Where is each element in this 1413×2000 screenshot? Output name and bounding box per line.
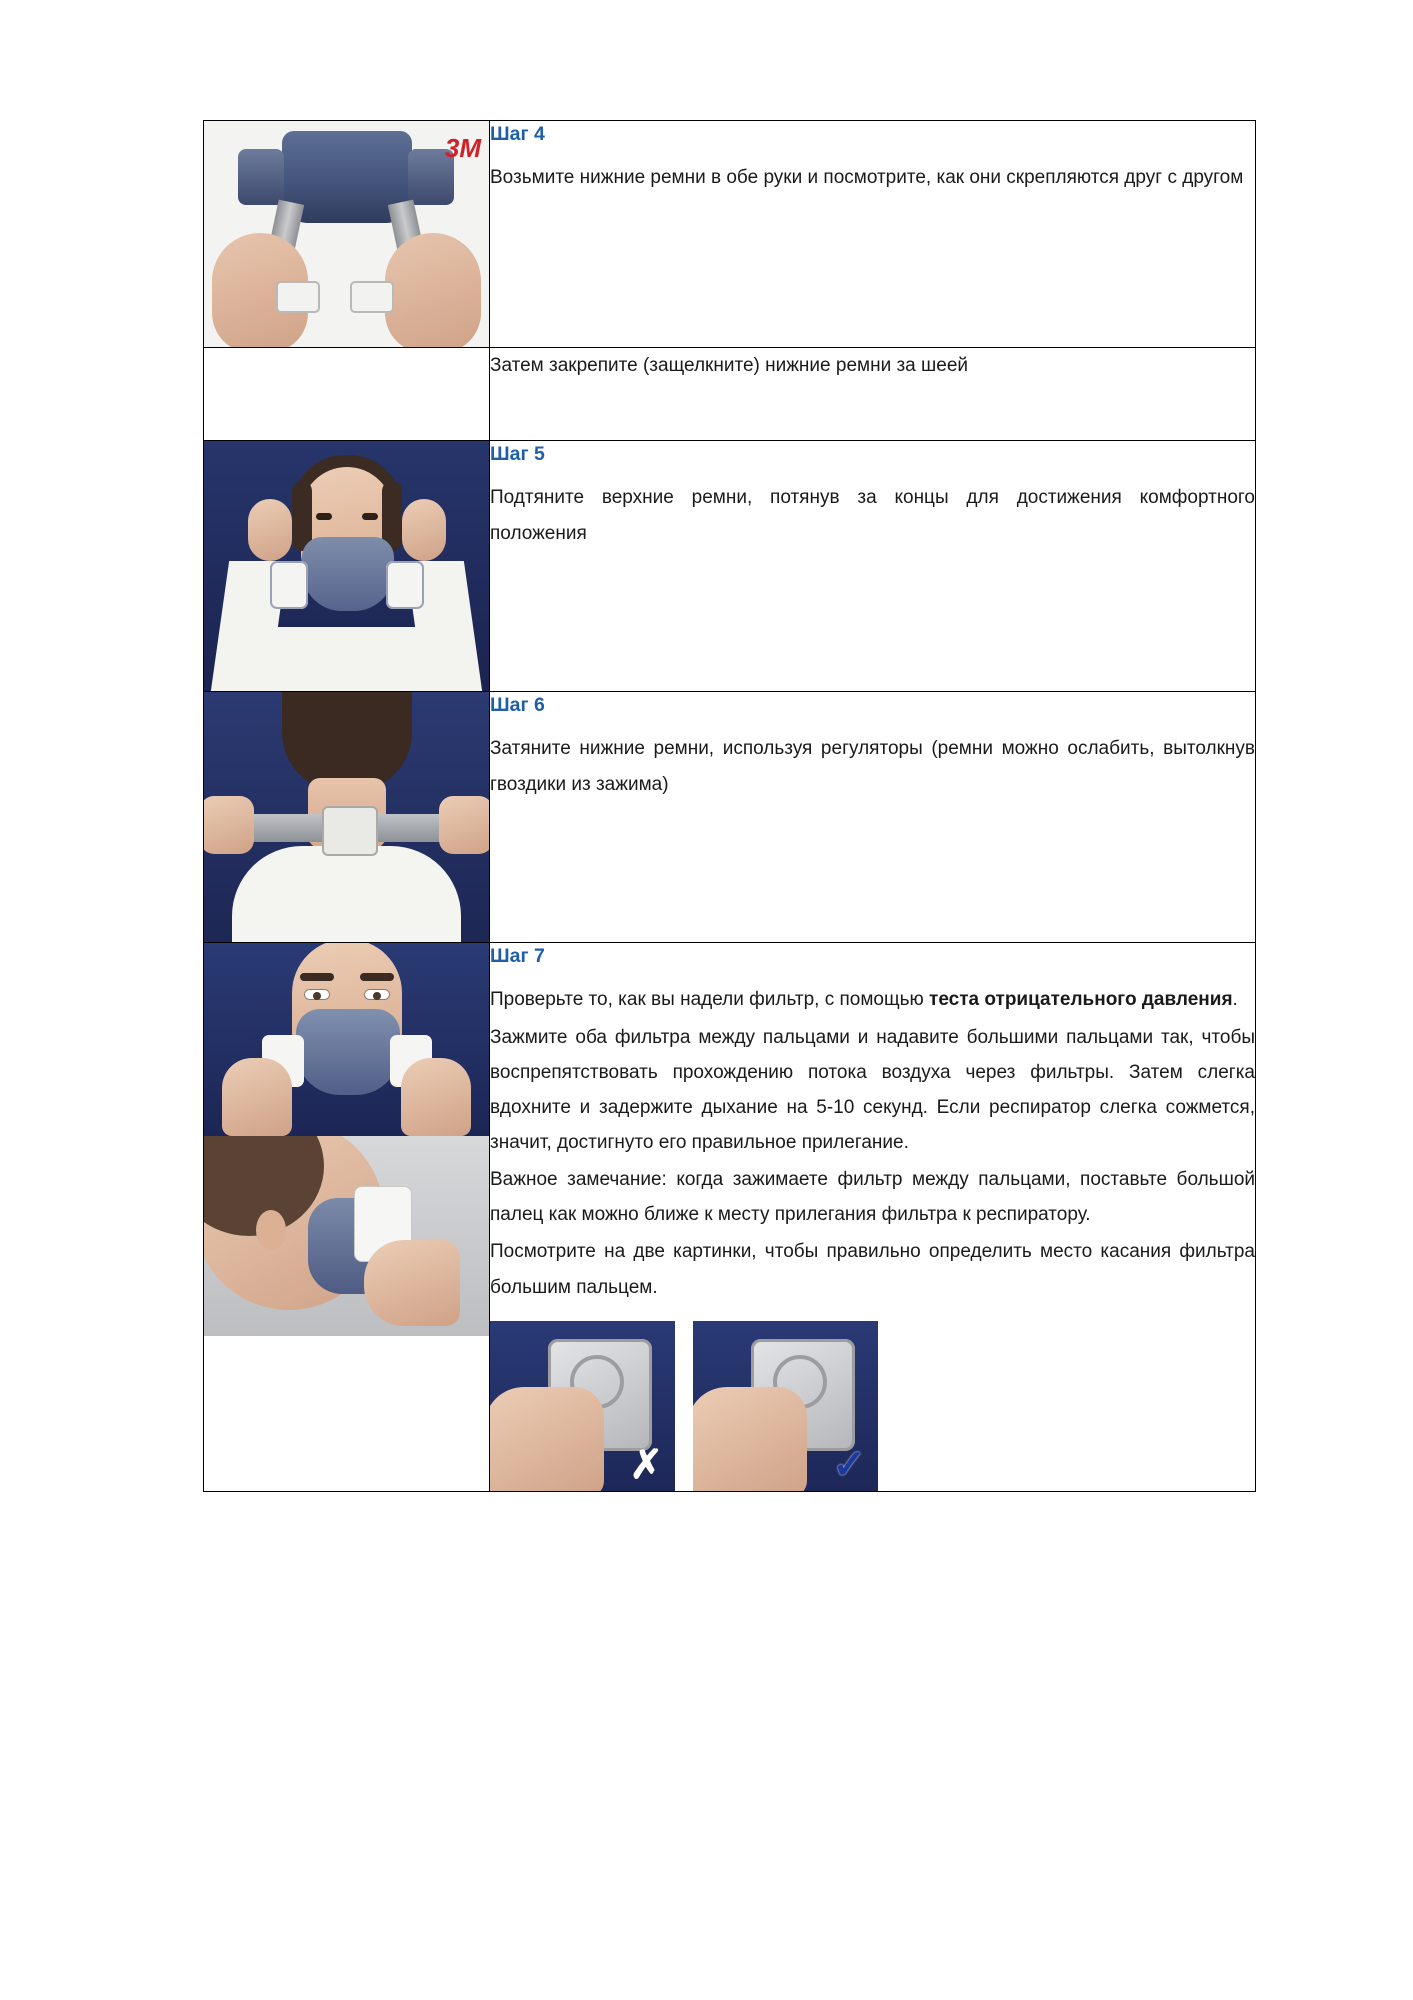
comparison-thumbnails — [490, 1321, 1255, 1491]
instruction-table — [203, 120, 1256, 1492]
image-cell-step4 — [204, 121, 490, 348]
image-cell-step5 — [204, 441, 490, 692]
text-cell-step4-note — [490, 348, 1256, 441]
table-row — [204, 441, 1256, 692]
check-icon: ✓ — [832, 1442, 866, 1487]
intro-text: Проверьте то, как вы надели фильтр, с помощью — [490, 989, 930, 1011]
cross-icon: ✗ — [629, 1442, 663, 1487]
thumbnail-wrong — [490, 1321, 675, 1491]
step-paragraph: Затем закрепите (защелкните) нижние ремни за шеей — [490, 355, 969, 376]
after-bold: . — [1232, 989, 1238, 1011]
photo-back-of-neck-straps — [204, 692, 489, 942]
text-cell-step6 — [490, 692, 1256, 943]
image-cell-step7 — [204, 943, 490, 1492]
text-cell-step5 — [490, 441, 1256, 692]
brand-logo-3m: 3M — [444, 133, 481, 163]
step-paragraph-intro — [490, 982, 1255, 1017]
table-row — [204, 121, 1256, 348]
step-paragraph-compare: Посмотрите на две картинки, чтобы правильно определить место касания фильтра большим пальцем. — [490, 1241, 1255, 1298]
step-title: Шаг 4 — [490, 123, 545, 145]
image-cell-step6 — [204, 692, 490, 943]
photo-side-thumb-on-filter — [204, 1136, 489, 1336]
photo-respirator-in-hands — [204, 121, 489, 347]
table-row — [204, 348, 1256, 441]
text-cell-step7 — [490, 943, 1256, 1492]
text-cell-step4 — [490, 121, 1256, 348]
step-paragraph: Затяните нижние ремни, используя регуляторы (ремни можно ослабить, вытолкнув гвоздики из зажима) — [490, 738, 1255, 795]
step-paragraph: Возьмите нижние ремни в обе руки и посмотрите, как они скрепляются друг с другом — [490, 167, 1244, 189]
table-row — [204, 943, 1256, 1492]
step-paragraph-note: Важное замечание: когда зажимаете фильтр между пальцами, поставьте большой палец как можно ближе к месту прилегания фильтра к респиратору. — [490, 1169, 1255, 1226]
table-row — [204, 692, 1256, 943]
step-title: Шаг 6 — [490, 694, 545, 716]
step-title: Шаг 7 — [490, 945, 545, 967]
bold-phrase: теста отрицательного давления — [929, 989, 1233, 1011]
thumbnail-correct — [693, 1321, 878, 1491]
step-title: Шаг 5 — [490, 443, 545, 465]
photo-face-front-with-respirator — [204, 943, 489, 1136]
photo-woman-adjusting-top-straps — [204, 441, 489, 691]
step-paragraph: Подтяните верхние ремни, потянув за концы для достижения комфортного положения — [490, 487, 1255, 544]
image-cell-empty — [204, 348, 490, 441]
step-paragraph: Зажмите оба фильтра между пальцами и надавите большими пальцами так, чтобы воспрепятствовать прохождению потока воздуха через фильтры. Затем слегка вдохните и задержите дыхание на 5-10 секунд. Если респиратор слегка сожмется, значит, достигнуто его правильное прилегание. — [490, 1026, 1255, 1153]
